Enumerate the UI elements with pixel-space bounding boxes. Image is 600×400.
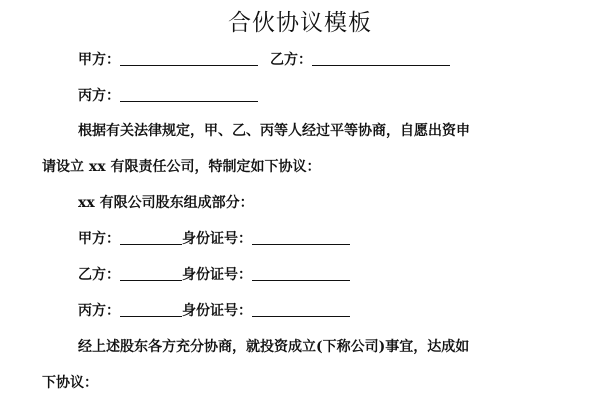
party-c-label: 丙方： (78, 88, 120, 104)
shareholder-c-row (78, 298, 350, 324)
party-a-blank (120, 49, 258, 66)
paragraph-2-line-2: 下协议： (42, 375, 98, 391)
paragraph-2-line-1: 经上述股东各方充分协商，就投资成立(下称公司)事宜，达成如 (78, 339, 470, 355)
shareholder-a-label: 甲方： (78, 231, 120, 247)
shareholder-c-label: 丙方： (78, 303, 120, 319)
shareholders-heading: xx 有限公司股东组成部分： (78, 195, 254, 211)
shareholder-c-name-blank (120, 300, 182, 317)
shareholder-b-name-blank (120, 264, 182, 281)
shareholder-a-id-label: 身份证号： (182, 231, 252, 247)
document-title: 合伙协议模板 (228, 10, 372, 36)
paragraph-1-line-2: 请设立 xx 有限责任公司，特制定如下协议： (42, 159, 321, 175)
party-c-row (78, 83, 258, 109)
shareholder-a-row (78, 226, 350, 252)
party-ab-row (78, 47, 450, 73)
party-a-label: 甲方： (78, 52, 120, 68)
paragraph-1-line-1: 根据有关法律规定，甲、乙、丙等人经过平等协商，自愿出资申 (78, 123, 470, 139)
shareholder-a-name-blank (120, 228, 182, 245)
shareholder-c-id-label: 身份证号： (182, 303, 252, 319)
shareholder-b-id-blank (252, 264, 350, 281)
party-b-label: 乙方： (270, 52, 312, 68)
shareholder-c-id-blank (252, 300, 350, 317)
shareholder-a-id-blank (252, 228, 350, 245)
party-c-blank (120, 85, 258, 102)
shareholder-b-row (78, 262, 350, 288)
party-b-blank (312, 49, 450, 66)
shareholder-b-id-label: 身份证号： (182, 267, 252, 283)
shareholder-b-label: 乙方： (78, 267, 120, 283)
